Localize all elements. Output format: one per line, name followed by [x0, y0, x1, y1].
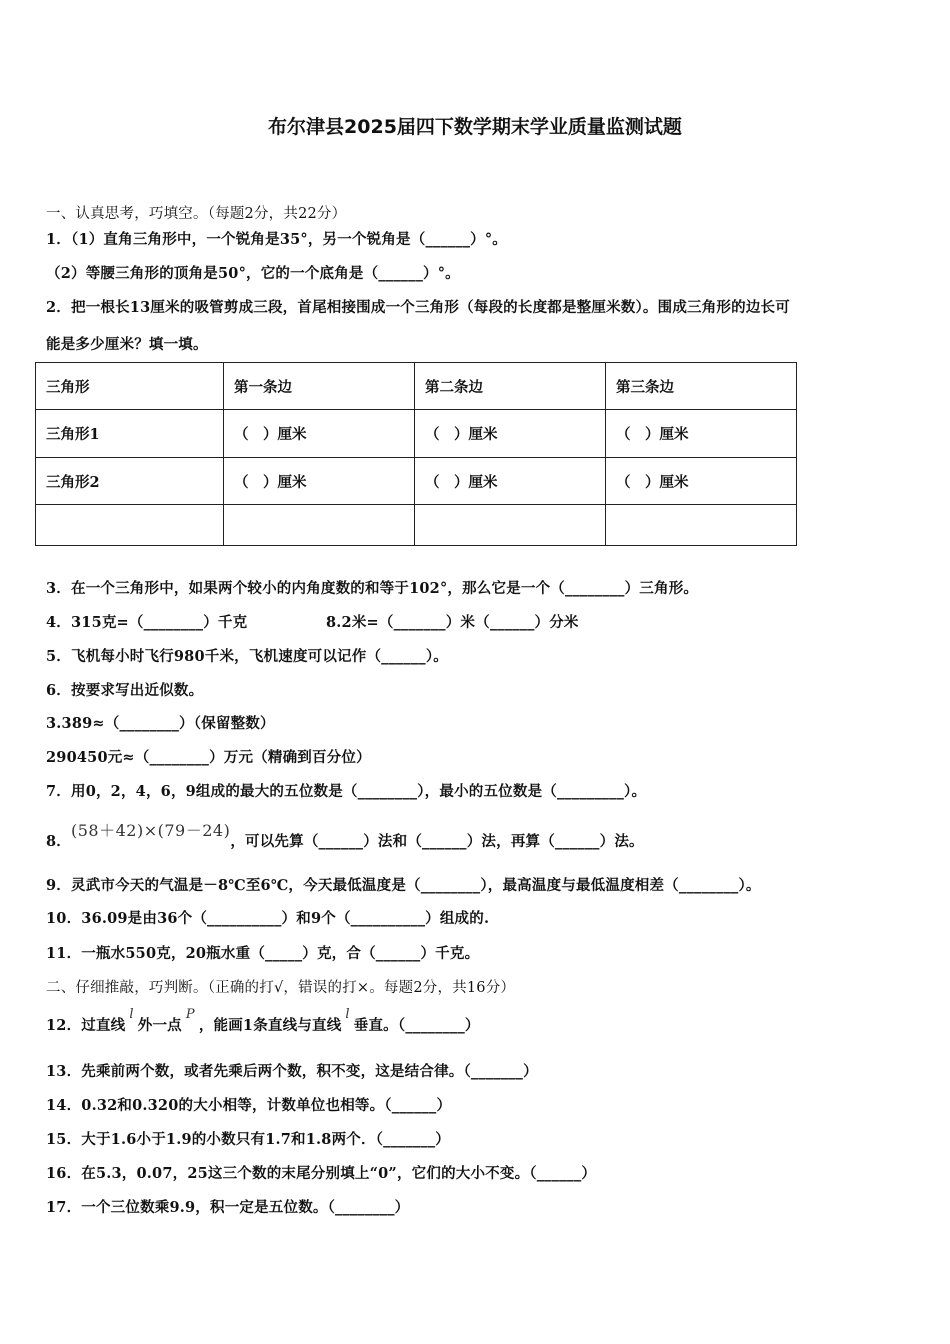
- question-1b: （2）等腰三角形的顶角是50°，它的一个底角是（______）°。: [46, 265, 460, 282]
- line-l-symbol: l: [345, 1007, 350, 1022]
- table-header-row: [36, 363, 797, 410]
- question-9: 9．灵武市今天的气温是－8℃至6℃，今天最低温度是（________），最高温度与最低温度相差（________）。: [46, 877, 761, 894]
- table-row: [36, 410, 797, 458]
- table-header-cell: 第二条边: [415, 363, 606, 410]
- question-2-line-2: 能是多少厘米？填一填。: [46, 336, 208, 353]
- table-cell[interactable]: （ ）厘米: [606, 410, 797, 458]
- question-8-text: ，可以先算（______）法和（______）法，再算（______）法。: [230, 833, 644, 850]
- question-8-expression: (58＋42)×(79－24): [71, 821, 231, 840]
- question-4b: 8.2米=（_______）米（______）分米: [326, 614, 579, 631]
- question-4a: 4．315克=（________）千克: [46, 614, 248, 631]
- page-title: 布尔津县2025届四下数学期末学业质量监测试题: [268, 116, 682, 138]
- question-5: 5．飞机每小时飞行980千米，飞机速度可以记作（______）。: [46, 648, 449, 665]
- question-10: 10．36.09是由36个（__________）和9个（__________）组成的.: [46, 910, 490, 927]
- question-15: 15．大于1.6小于1.9的小数只有1.7和1.8两个．（_______）: [46, 1131, 450, 1148]
- table-row: [36, 458, 797, 505]
- question-6b: 290450元≈（________）万元（精确到百分位）: [46, 749, 371, 766]
- question-3: 3．在一个三角形中，如果两个较小的内角度数的和等于102°，那么它是一个（________）三角形。: [46, 580, 699, 597]
- line-l-symbol: l: [129, 1007, 134, 1022]
- table-header-cell: 三角形: [36, 363, 224, 410]
- question-11: 11．一瓶水550克，20瓶水重（_____）克，合（______）千克。: [46, 945, 480, 962]
- question-12-text: 垂直。（________）: [353, 1017, 480, 1034]
- question-12-text: 12．过直线: [46, 1017, 126, 1034]
- question-16: 16．在5.3，0.07，25这三个数的末尾分别填上“0”，它们的大小不变。（______）: [46, 1165, 597, 1182]
- table-cell: 三角形1: [36, 410, 224, 458]
- table-cell: 三角形2: [36, 458, 224, 505]
- question-6a: 3.389≈（________）（保留整数）: [46, 715, 275, 732]
- table-cell[interactable]: （ ）厘米: [415, 410, 606, 458]
- point-p-symbol: P: [185, 1007, 195, 1022]
- table-cell[interactable]: （ ）厘米: [224, 458, 415, 505]
- table-header-cell: 第三条边: [606, 363, 797, 410]
- question-12-text: 外一点: [137, 1017, 182, 1034]
- table-cell[interactable]: （ ）厘米: [415, 458, 606, 505]
- question-12-text: ，能画1条直线与直线: [198, 1017, 342, 1034]
- table-row: [36, 505, 797, 546]
- question-12: [46, 1007, 480, 1035]
- question-14: 14．0.32和0.320的大小相等，计数单位也相等。（______）: [46, 1097, 452, 1114]
- table-cell[interactable]: [224, 505, 415, 546]
- question-1a: 1．（1）直角三角形中，一个锐角是35°，另一个锐角是（______）°。: [46, 231, 508, 248]
- question-2-line-1: 2．把一根长13厘米的吸管剪成三段，首尾相接围成一个三角形（每段的长度都是整厘米数）。围成三角形的边长可: [46, 299, 790, 316]
- question-8-number: 8．: [46, 833, 71, 850]
- question-13: 13．先乘前两个数，或者先乘后两个数，积不变，这是结合律。（_______）: [46, 1063, 538, 1080]
- table-header-cell: 第一条边: [224, 363, 415, 410]
- section-2-heading: 二、仔细推敲，巧判断。（正确的打√，错误的打×。每题2分，共16分）: [46, 980, 516, 996]
- table-cell[interactable]: （ ）厘米: [606, 458, 797, 505]
- question-7: 7．用0，2，4，6，9组成的最大的五位数是（________），最小的五位数是（_________）。: [46, 783, 647, 800]
- table-cell[interactable]: [606, 505, 797, 546]
- table-cell[interactable]: [415, 505, 606, 546]
- table-cell[interactable]: [36, 505, 224, 546]
- question-6: 6．按要求写出近似数。: [46, 682, 204, 699]
- section-1-heading: 一、认真思考，巧填空。（每题2分，共22分）: [46, 206, 347, 222]
- triangle-table: [35, 362, 797, 546]
- question-17: 17．一个三位数乘9.9，积一定是五位数。（________）: [46, 1199, 410, 1216]
- table-cell[interactable]: （ ）厘米: [224, 410, 415, 458]
- question-8: [46, 821, 644, 851]
